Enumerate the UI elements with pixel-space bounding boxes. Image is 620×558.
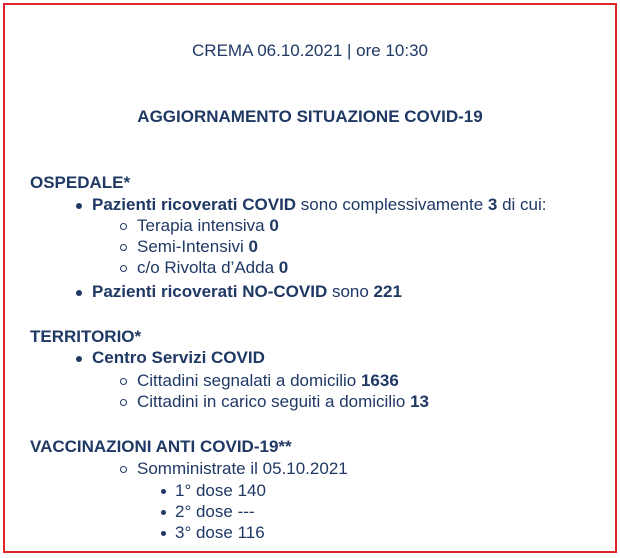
- detail-label: Semi-Intensivi: [137, 237, 249, 256]
- nocovid-value: 221: [373, 282, 402, 301]
- nocovid-label: Pazienti ricoverati NO-COVID: [92, 282, 328, 301]
- covid-patients-label: Pazienti ricoverati COVID: [92, 195, 297, 214]
- covid-patients-suffix: di cui:: [497, 195, 547, 214]
- detail-value: 0: [248, 237, 258, 256]
- list-item-nocovid-patients: [92, 282, 402, 302]
- list-item-covid-patients: [92, 195, 547, 215]
- section-heading-ospedale: OSPEDALE*: [30, 173, 131, 192]
- section-heading-territorio: TERRITORIO*: [30, 327, 142, 346]
- list-item-segnalati: [137, 371, 399, 391]
- list-item-dose-1: 1° dose 140: [175, 481, 266, 500]
- list-item-semi-intensivi: [137, 237, 258, 257]
- detail-label: Terapia intensiva: [137, 216, 270, 235]
- bulletin-frame: [3, 3, 617, 553]
- section-heading-vaccinazioni: VACCINAZIONI ANTI COVID-19**: [30, 437, 292, 456]
- list-item-dose-3: 3° dose 116: [175, 523, 265, 542]
- detail-label: c/o Rivolta d’Adda: [137, 258, 279, 277]
- detail-value: 0: [269, 216, 279, 235]
- list-item-terapia-intensiva: [137, 216, 279, 236]
- dateline: CREMA 06.10.2021 | ore 10:30: [192, 41, 428, 60]
- list-item-dose-2: 2° dose ---: [175, 502, 255, 521]
- item-value: 1636: [360, 371, 399, 390]
- covid-patients-total: 3: [487, 195, 498, 214]
- list-item-centro-servizi: Centro Servizi COVID: [92, 348, 265, 367]
- item-label: Cittadini in carico seguiti a domicilio: [137, 392, 411, 411]
- nocovid-text: sono: [327, 282, 374, 301]
- covid-patients-text: sono complessivamente: [296, 195, 488, 214]
- list-item-rivolta-adda: [137, 258, 288, 278]
- item-value: 13: [410, 392, 429, 411]
- list-item-in-carico: [137, 392, 429, 412]
- item-label: Cittadini segnalati a domicilio: [137, 371, 361, 390]
- list-item-somministrate: Somministrate il 05.10.2021: [137, 459, 348, 478]
- detail-value: 0: [278, 258, 289, 277]
- page-title: AGGIORNAMENTO SITUAZIONE COVID-19: [137, 107, 483, 126]
